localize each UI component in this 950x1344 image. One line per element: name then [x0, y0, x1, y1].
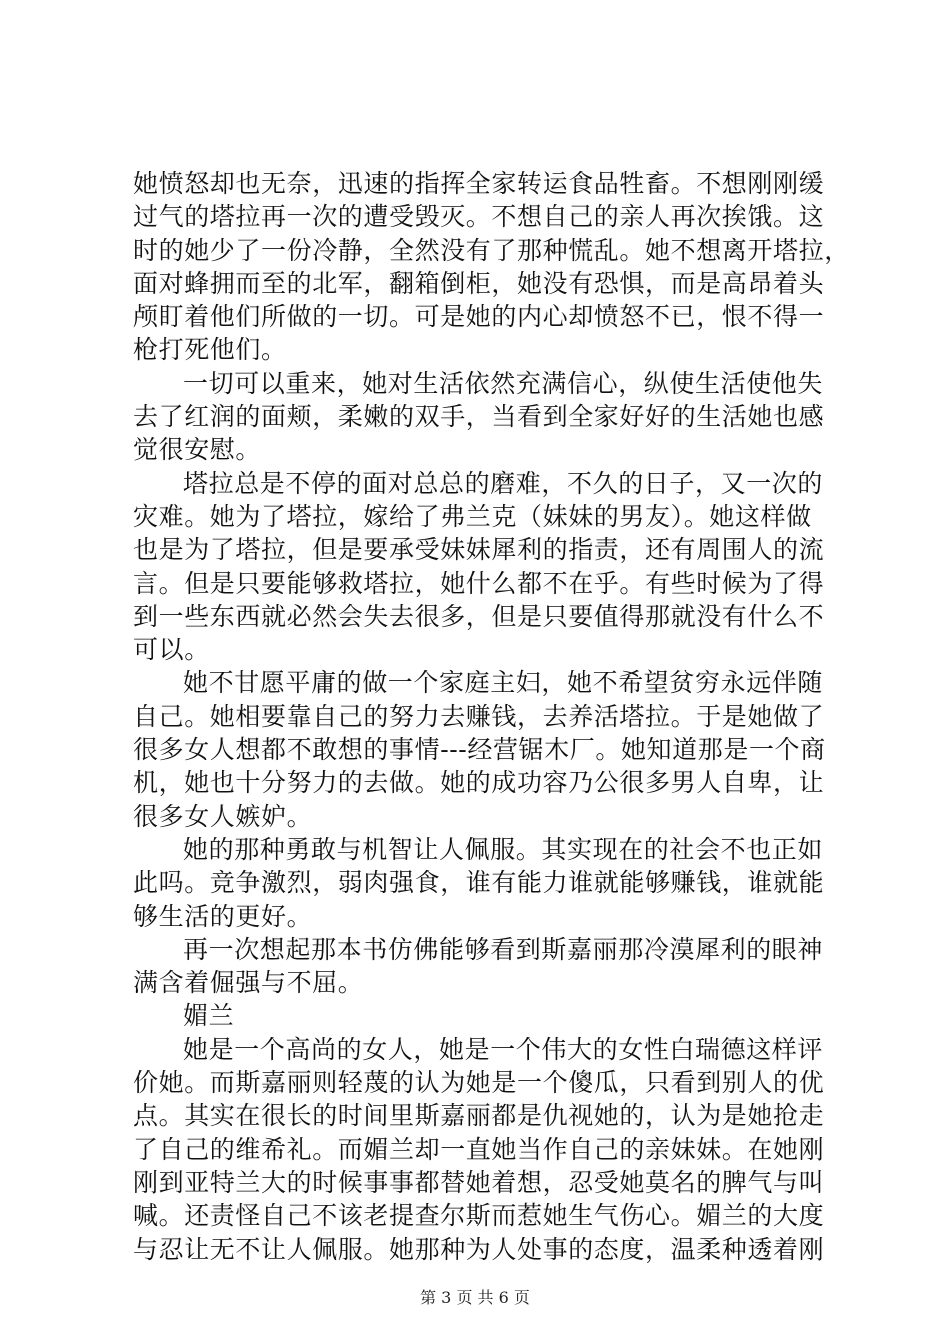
- text-line: 刚到亚特兰大的时候事事都替她着想，忍受她莫名的脾气与叫: [133, 1167, 825, 1197]
- text-line: 够生活的更好。: [133, 901, 313, 931]
- text-line: 了自己的维希礼。而媚兰却一直她当作自己的亲妹妹。在她刚: [133, 1134, 825, 1164]
- body-text: [133, 167, 850, 1266]
- text-line: 很多女人想都不敢想的事情---经营锯木厂。她知道那是一个商: [133, 735, 826, 765]
- text-line: 价她。而斯嘉丽则轻蔑的认为她是一个傻瓜，只看到别人的优: [133, 1068, 825, 1098]
- text-line: 点。其实在很长的时间里斯嘉丽都是仇视她的，认为是她抢走: [133, 1101, 825, 1131]
- text-line: 枪打死他们。: [133, 335, 287, 365]
- text-line: 喊。还责怪自己不该老提查尔斯而惹她生气伤心。媚兰的大度: [133, 1201, 825, 1231]
- text-line: 自己。她相要靠自己的努力去赚钱，去养活塔拉。于是她做了: [133, 701, 825, 731]
- paragraph-start-line: 她不甘愿平庸的做一个家庭主妇，她不希望贫穷永远伴随: [183, 668, 824, 698]
- text-line: 过气的塔拉再一次的遭受毁灭。不想自己的亲人再次挨饿。这: [133, 202, 825, 232]
- text-line: 言。但是只要能够救塔拉，她什么都不在乎。有些时候为了得: [133, 568, 825, 598]
- text-line: 可以。: [133, 635, 210, 665]
- text-line: 机，她也十分努力的去做。她的成功容乃公很多男人自卑，让: [133, 768, 825, 798]
- text-line: 很多女人嫉妒。: [133, 801, 313, 831]
- text-line: 到一些东西就必然会失去很多，但是只要值得那就没有什么不: [133, 601, 825, 631]
- text-line: 灾难。她为了塔拉，嫁给了弗兰克（妹妹的男友）。她这样做: [133, 501, 812, 531]
- text-line: 面对蜂拥而至的北军，翻箱倒柜，她没有恐惧，而是高昂着头: [133, 268, 825, 298]
- paragraph-start-line: 她的那种勇敢与机智让人佩服。其实现在的社会不也正如: [183, 834, 824, 864]
- text-line: 时的她少了一份冷静，全然没有了那种慌乱。她不想离开塔拉，: [133, 235, 850, 265]
- paragraph-start-line: 再一次想起那本书仿佛能够看到斯嘉丽那冷漠犀利的眼神: [183, 934, 824, 964]
- text-line: 去了红润的面颊，柔嫩的双手，当看到全家好好的生活她也感: [133, 402, 825, 432]
- text-line: 也是为了塔拉，但是要承受妹妹犀利的指责，还有周围人的流: [133, 535, 825, 565]
- text-line: 觉很安慰。: [133, 435, 262, 465]
- text-line: 满含着倔强与不屈。: [133, 968, 364, 998]
- text-line: 与忍让无不让人佩服。她那种为人处事的态度，温柔种透着刚: [133, 1234, 825, 1264]
- text-line: 颅盯着他们所做的一切。可是她的内心却愤怒不已，恨不得一: [133, 302, 825, 332]
- paragraph-start-line: 她是一个高尚的女人，她是一个伟大的女性白瑞德这样评: [183, 1034, 824, 1064]
- text-line: 她愤怒却也无奈，迅速的指挥全家转运食品牲畜。不想刚刚缓: [133, 169, 825, 198]
- paragraph-start-line: 一切可以重来，她对生活依然充满信心，纵使生活使他失: [183, 368, 824, 398]
- text-line: 此吗。竞争激烈，弱肉强食，谁有能力谁就能够赚钱，谁就能: [133, 868, 825, 898]
- section-heading: 媚兰: [183, 1001, 235, 1031]
- paragraph-start-line: 塔拉总是不停的面对总总的磨难，不久的日子，又一次的: [183, 468, 824, 498]
- page-number-footer: 第 3 页 共 6 页: [420, 1288, 530, 1307]
